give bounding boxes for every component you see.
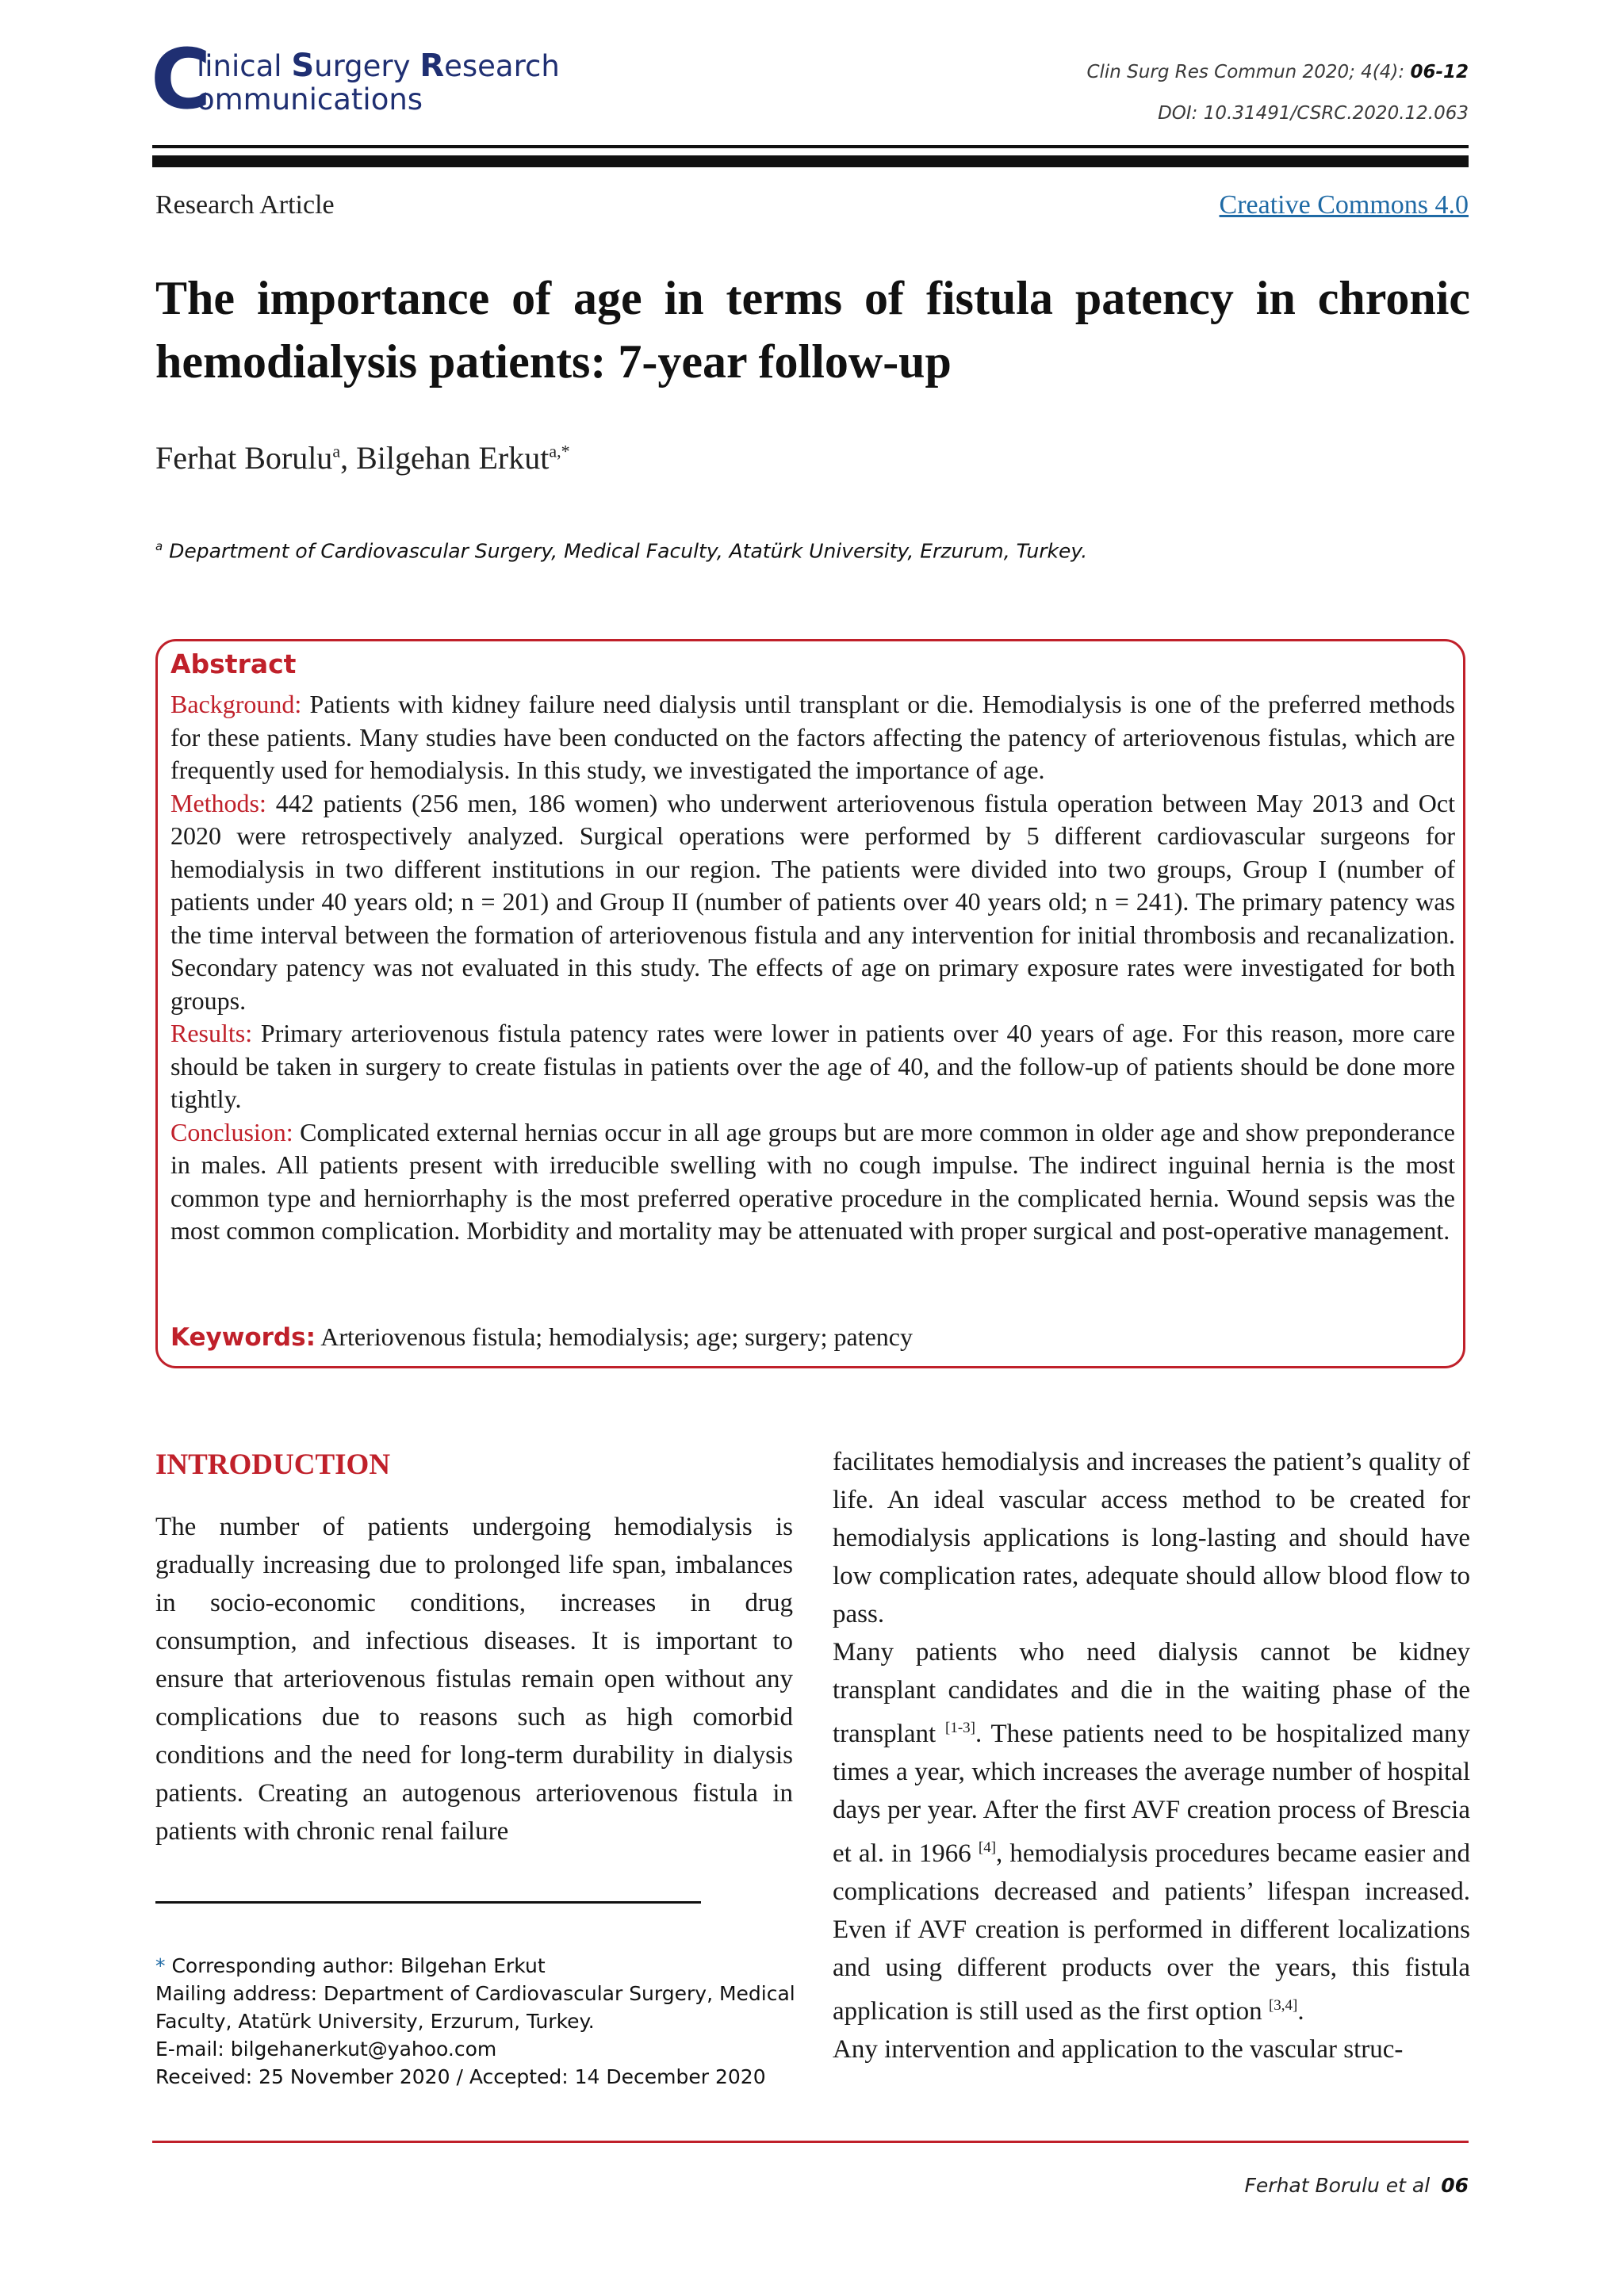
citation-ref: [3,4]	[1268, 1997, 1298, 2014]
abstract-results: Results: Primary arteriovenous fistula patency rates were lower in patients over 40 years of age. For this reason, more care should be taken in surgery to create fistulas in patients over the age of 40, and the follow-up of patients should be done more tightly.	[170, 1019, 1455, 1113]
corresponding-author-note: * Corresponding author: Bilgehan Erkut Mailing address: Department of Cardiovascular Surgery, Medical Faculty, Atatürk University, Erzurum, Turkey. E-mail: bilgehanerkut@yahoo.com Received: 25 November 2020 / Accepted: 14 December 2020	[155, 1952, 806, 2091]
article-title: The importance of age in terms of fistula patency in chronic hemodialysis patients: 7-year follow-up	[155, 272, 1470, 388]
author-name: Ferhat Borulu	[155, 440, 333, 476]
citation-pages: 06-12	[1410, 62, 1469, 82]
section-label: Results:	[170, 1019, 253, 1047]
doi: DOI: 10.31491/CSRC.2020.12.063	[1158, 103, 1469, 124]
asterisk-marker: *	[155, 1954, 166, 1977]
running-footer	[1245, 2174, 1469, 2197]
logo-line-2: ommunications	[197, 82, 423, 117]
journal-citation: Clin Surg Res Commun 2020; 4(4): 06-12	[1086, 62, 1469, 82]
abstract-background: Background: Patients with kidney failure need dialysis until transplant or die. Hemodialysis is one of the preferred methods for these patients. Many studies have been conducted on the factors affecting the patency of arteriovenous fistulas, which are frequently used for hemodialysis. In this study, we investigated the importance of age.	[170, 690, 1455, 784]
affiliation: $^a$ Department of Cardiovascular Surgery, Medical Faculty, Atatürk University, Erzurum, Turkey.	[155, 539, 1088, 563]
citation-ref: [4]	[978, 1839, 997, 1856]
logo-letter-c: C	[151, 31, 212, 128]
section-label: Methods:	[170, 788, 266, 817]
abstract-heading: Abstract	[170, 649, 297, 679]
header-rule-thin	[152, 145, 1469, 148]
keywords: Keywords: Arteriovenous fistula; hemodialysis; age; surgery; patency	[170, 1322, 913, 1352]
body-paragraph: Many patients who need dialysis cannot be kidney transplant candidates and die in the waiting phase of the transplant [1-3]. These patients need to be hospitalized many times a year, which increases the average number of hospital days per year. After the first AVF creation process of Brescia et al. in 1966 [4], hemodialysis procedures became easier and complications decreased and patients’ lifespan increased. Even if AVF creation is performed in different localizations and using different products over the years, this fistula application is still used as the first option [3,4].	[833, 1638, 1470, 2026]
logo-line-1: linical Surgery Research	[197, 48, 560, 84]
page-number: 06	[1441, 2174, 1469, 2197]
footnote-rule	[155, 1901, 701, 1904]
body-paragraph: Any intervention and application to the vascular struc-	[833, 2035, 1404, 2064]
body-paragraph: The number of patients undergoing hemodialysis is gradually increasing due to prolonged life span, imbalances in socio-economic conditions, increases in drug consumption, and infectious diseases. It is important to ensure that arteriovenous fistulas remain open without any complications due to reasons such as high comorbid conditions and the need for long-term durability in dialysis patients. Creating an autogenous arteriovenous fistula in patients with chronic renal failure	[155, 1513, 793, 1846]
section-heading-introduction: INTRODUCTION	[155, 1448, 391, 1481]
right-column	[833, 1443, 1470, 2068]
journal-logo	[151, 31, 563, 128]
left-column	[155, 1508, 793, 1850]
header-rule-thick	[152, 155, 1469, 167]
section-label: Background:	[170, 690, 302, 718]
abstract-methods: Methods: 442 patients (256 men, 186 women) who underwent arteriovenous fistula operation between May 2013 and Oct 2020 were retrospectively analyzed. Surgical operations were performed by 5 different cardiovascular surgeons for hemodialysis in two different institutions in our region. The patients were divided into two groups, Group I (number of patients under 40 years old; n = 201) and Group II (number of patients over 40 years old; n = 241). The primary patency was the time interval between the formation of arteriovenous fistula and any intervention for initial thrombosis and recanalization. Secondary patency was not evaluated in this study. The effects of age on primary exposure rates were investigated for both groups.	[170, 788, 1455, 1015]
abstract-body	[170, 688, 1455, 1248]
received-accepted-dates: Received: 25 November 2020 / Accepted: 14 December 2020	[155, 2065, 766, 2088]
footer-rule	[152, 2141, 1469, 2143]
abstract-conclusion: Conclusion: Complicated external hernias occur in all age groups but are more common in older age and show preponderance in males. All patients present with irreducible swelling with no cough impulse. The indirect inguinal hernia is the most common type and herniorrhaphy is the most preferred operative procedure in the complicated hernia. Wound sepsis was the most common complication. Morbidity and mortality may be attenuated with proper surgical and post-operative management.	[170, 1117, 1455, 1245]
author-affil-marker: a,*	[549, 441, 570, 461]
author-email: E-mail: bilgehanerkut@yahoo.com	[155, 2038, 497, 2061]
author-list: Ferhat Borulu$^a$, Bilgehan Erkut$^{a,*}$	[155, 440, 570, 476]
license-link[interactable]: Creative Commons 4.0	[1219, 190, 1469, 220]
body-paragraph: facilitates hemodialysis and increases the patient’s quality of life. An ideal vascular access method to be created for hemodialysis applications is long-lasting and should have low complication rates, adequate should allow blood flow to pass.	[833, 1448, 1470, 1628]
article-type: Research Article	[155, 190, 335, 220]
citation-ref: [1-3]	[945, 1720, 975, 1736]
author-affil-marker: a	[332, 441, 341, 461]
keywords-label: Keywords:	[170, 1323, 316, 1352]
author-name: Bilgehan Erkut	[356, 440, 550, 476]
running-head: Ferhat Borulu et al	[1244, 2174, 1431, 2197]
section-label: Conclusion:	[170, 1117, 293, 1146]
